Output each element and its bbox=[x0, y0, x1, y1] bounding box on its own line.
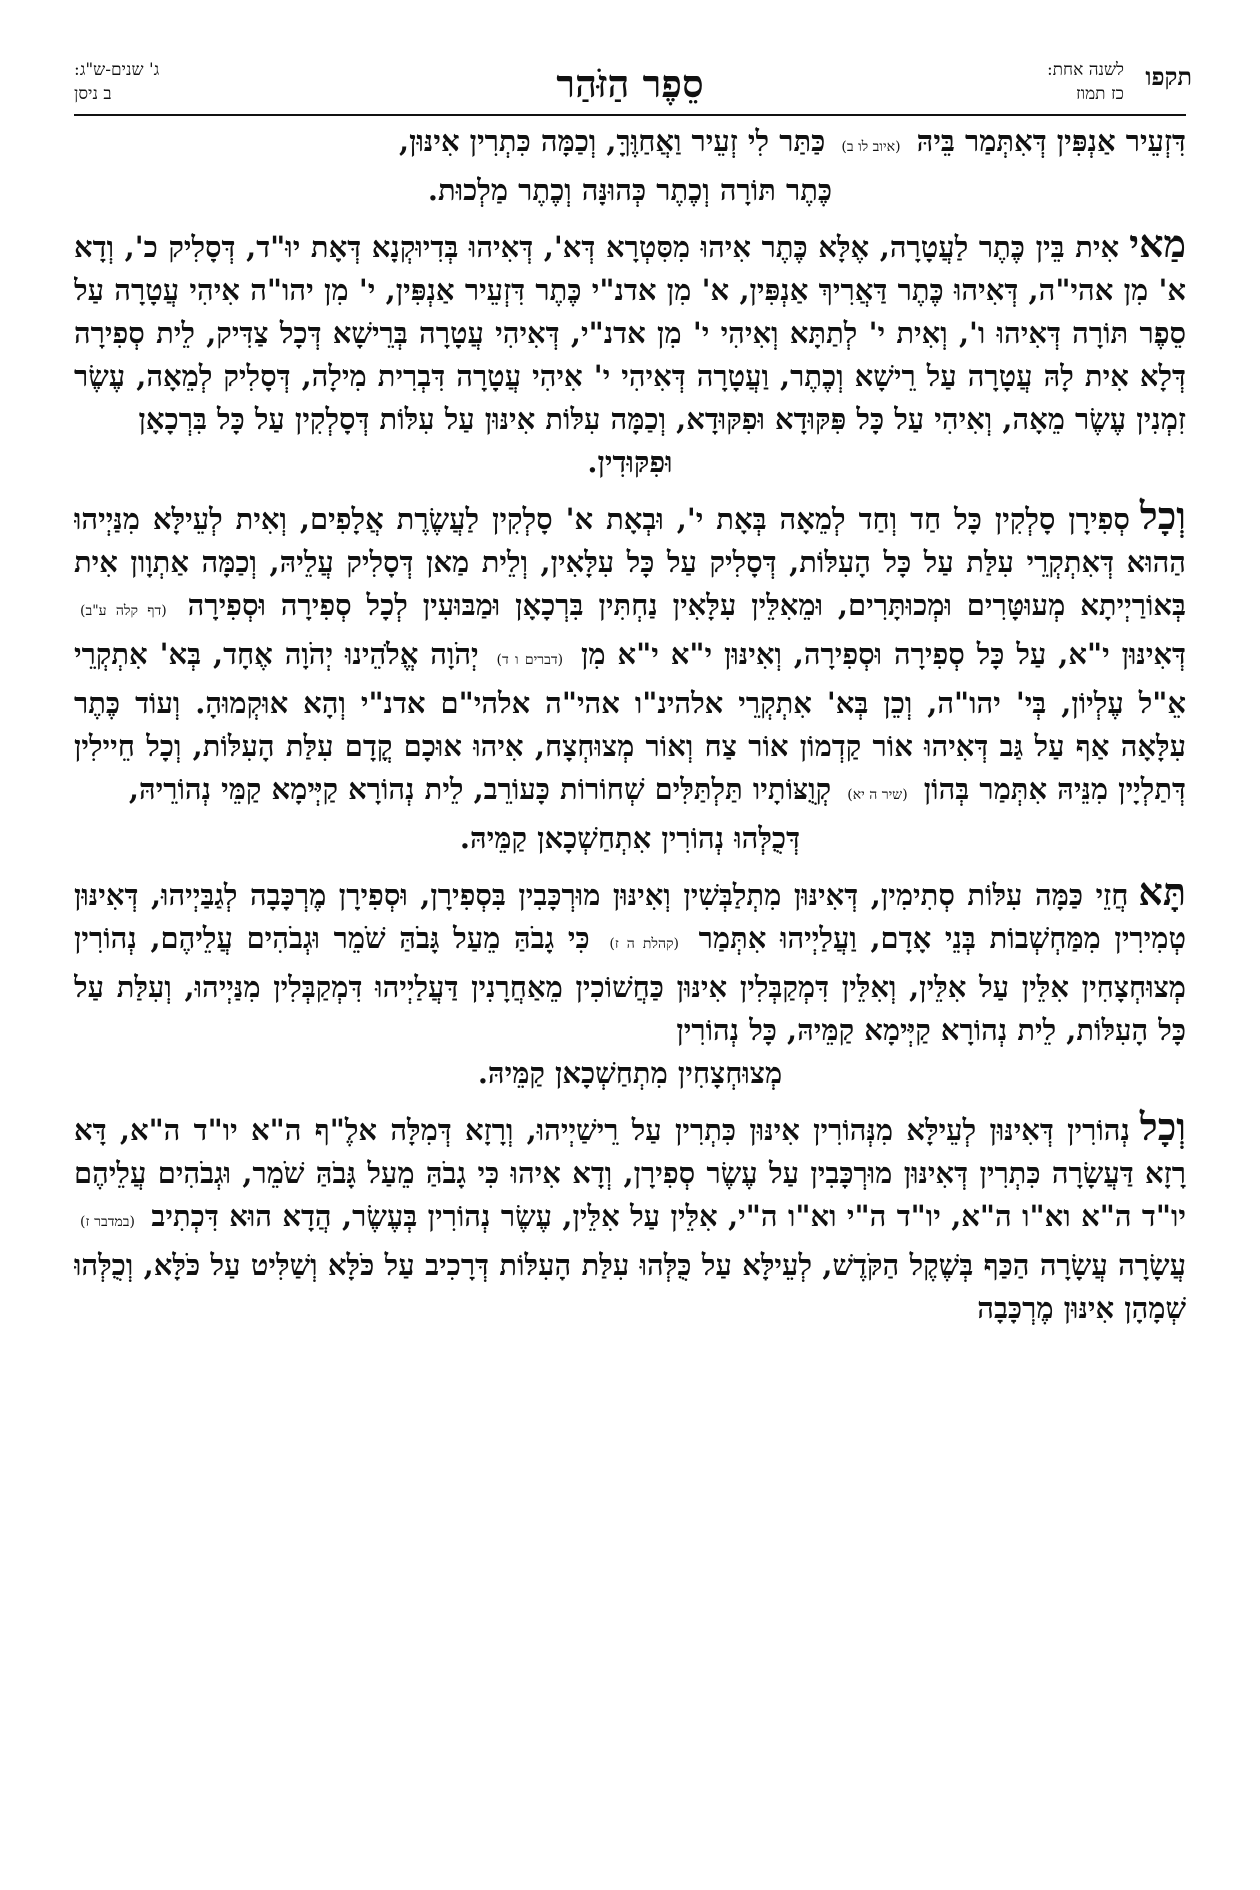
text-run: עֲשָׂרָה עֲשָׂרָה הַכַּף בְּשֶׁקֶל הַקֹּדֶשׁ, לְעֵילָּא עַל כֻּלְּהוּ עִלַּת הָעִלּוֹת דְּרָכִיב עַל כֹּלָּא וְשַׁלִּיט עַל כֹּלָּא, וְכֻלְּהוּ שְׁמָהָן אִינּוּן מֶרְכָּבָה bbox=[74, 1248, 1186, 1325]
text-run: דִּזְעֵיר אַנְפִּין דְּאִתְּמַר בֵּיהּ bbox=[916, 124, 1186, 158]
schedule-date-three-years: ב ניסן bbox=[74, 84, 112, 104]
paragraph-closing-line: דְּכֻלְּהוּ נְהוֹרִין אִתְחַשְׁכָאן קַמֵּיהּ. bbox=[459, 821, 801, 855]
text-body bbox=[74, 120, 1186, 1870]
page-title: סֵפֶר הַזֹּהַר bbox=[556, 61, 704, 106]
page-header bbox=[74, 58, 1192, 114]
paragraph-closing-line: וּפִקּוּדִין. bbox=[587, 445, 673, 479]
text-run: סְפִירָן סָלְקִין כָּל חַד וְחַד לְמֵאָה בְּאָת י', וּבְאָת א' סָלְקִין לַעֲשֶׂרֶת אֲלָפִים, וְאִית לְעֵילָּא מִנַּיְיהוּ הַהוּא דְּאִתְקְרֵי עִלַּת עַל כָּל הָעִלּוֹת, דְּסָלִיק עַל כָּל עִלָּאִין, וְלֵית מַאן דְּסָלִיק עֲלֵיהּ, וְכַמָּה אַתְוָון אִית בְּאוֹרַיְיתָא מְעוּטָּרִים וּמְכוּתָּרִים, וּמֵאִלֵּין עִלָּאִין נַחְתִּין בִּרְכָאָן וּמַבּוּעִין לְכָל סְפִירָה וּסְפִירָה bbox=[74, 502, 1186, 622]
text-run: דְּאִינּוּן י"א, עַל כָּל סְפִירָה וּסְפִירָה, וְאִינּוּן י"א י"א מִן bbox=[581, 637, 1186, 671]
paragraph-closing-line: כֶּתֶר תּוֹרָה וְכֶתֶר כְּהוּנָּה וְכֶתֶר מַלְכוּת. bbox=[427, 173, 833, 207]
paragraph-lead-word: וְכָל bbox=[1139, 493, 1186, 538]
schedule-date-one-year: כז תמוז bbox=[1076, 84, 1124, 104]
source-reference: (במדבר ז) bbox=[80, 1214, 135, 1230]
text-run: יְהֹוָה אֱלֹהֵינוּ יְהֹוָה אֶחָד, בְּא' אִתְקְרֵי אֵ"ל עֶלְיוֹן, בְּי' יהו"ה, וְכֵן בְּא' אִתְקְרֵי אלהינ"ו אהי"ה אלהי"ם אדנ"י וְהָא אוּקְמוּהָ. וְעוֹד כֶּתֶר עִלָּאָה אַף עַל גַּב דְּאִיהוּ אוֹר קַדְמוֹן אוֹר צַח וְאוֹר מְצוּחְצָח, אִיהוּ אוּכָם קֳדָם עִלַּת הָעִלּוֹת, וְכָל חֵיילִין דְּתַלְיָין מִנֵּיהּ אִתְּמַר בְּהוֹן bbox=[74, 637, 1186, 806]
text-run: קְוֻצּוֹתָיו תַּלְתַּלִּים שְׁחוֹרוֹת כָּעוֹרֵב, לֵית נְהוֹרָא קַיְּימָא קַמֵּי נְהוֹרֵיהּ, bbox=[128, 772, 832, 806]
reading-schedule-three-years bbox=[74, 58, 159, 106]
text-run: אִית בֵּין כֶּתֶר לַעֲטָרָה, אֶלָּא כֶּתֶר אִיהוּ מִסִּטְרָא דְּא', דְּאִיהוּ בְּדִיוּקְנָא דְּאָת יוּ"ד, דְּסָלִיק כ', וְדָא א' מִן אהי"ה, דְּאִיהוּ כֶּתֶר דַּאֲרִיךְ אַנְפִּין, א' מִן אדנ"י כֶּתֶר דִּזְעֵיר אַנְפִּין, י' מִן יהו"ה אִיהִי עֲטָרָה עַל סֵפֶר תּוֹרָה דְּאִיהוּ ו', וְאִית י' לְתַתָּא וְאִיהִי י' מִן אדנ"י, דְּאִיהִי עֲטָרָה בְּרֵישָׁא דְּכָל צַדִּיק, לֵית סְפִירָה דְּלָא אִית לָהּ עֲטָרָה עַל רֵישָׁא וְכֶתֶר, וַעֲטָרָה דְּאִיהִי י' אִיהִי עֲטָרָה דִּבְרִית מִילָה, דְּסָלִיק לְמֵאָה, עֶשֶׂר זִמְנִין עֶשֶׂר מֵאָה, וְאִיהִי עַל כָּל פִּקּוּדָא וּפִקּוּדָא, וְכַמָּה עִלּוֹת אִינּוּן עַל עִלּוֹת דְּסָלְקִין עַל כָּל בִּרְכָאָן bbox=[74, 230, 1186, 436]
book-abbreviation: תקפו bbox=[1145, 62, 1192, 91]
text-run: נְהוֹרִין דְּאִינּוּן לְעֵילָּא מִנְּהוֹרִין אִינּוּן כִּתְרִין עַל רֵישַׁיְיהוּ, וְרָזָא דְּמִלָּה אלֶ"ף ה"א יו"ד ה"א, דָּא רָזָא דַּעֲשָׂרָה כִּתְרִין דְּאִינּוּן מוּרְכָּבִין עַל עֶשֶׂר סְפִירָן, וְדָא אִיהוּ כִּי גָבֹהַּ מֵעַל גָּבֹהַּ שֹׁמֵר, וּגְבֹהִים עֲלֵיהֶם יו"ד ה"א וא"ו ה"א, יו"ד ה"י וא"ו ה"י, אִלֵּין עַל אִלֵּין, עֶשֶׂר נְהוֹרִין בְּעֶשֶׂר, הֲדָא הוּא דִּכְתִיב bbox=[74, 1113, 1186, 1233]
header-divider bbox=[74, 114, 1186, 116]
schedule-label-one-year: לשנה אחת: bbox=[1046, 60, 1124, 80]
paragraph bbox=[74, 1105, 1186, 1330]
paragraph-lead-word: וְכָל bbox=[1139, 1104, 1186, 1149]
paragraph bbox=[74, 222, 1186, 484]
paragraph bbox=[74, 120, 1186, 212]
text-run: חֲזֵי כַּמָּה עִלּוֹת סְתִימִין, דְּאִינּוּן מִתְלַבְּשִׁין וְאִינּוּן מוּרְכָּבִין בִּסְפִירָן, וּסְפִירָן מֶרְכָּבָה לְגַבַּיְיהוּ, דְּאִינּוּן טְמִירִין מִמַּחְשְׁבוֹת בְּנֵי אָדָם, וַעֲלַיְיהוּ אִתְּמַר bbox=[74, 878, 1186, 955]
paragraph bbox=[74, 494, 1186, 860]
source-reference: (דף קלה ע"ב) bbox=[80, 603, 167, 619]
source-reference: (דברים ו ד) bbox=[496, 652, 564, 668]
text-run: כִּי גָבֹהַּ מֵעַל גָּבֹהַּ שֹׁמֵר וּגְבֹהִים עֲלֵיהֶם, נְהוֹרִין מְצוּחְצָחִין אִלֵּין עַל אִלֵּין, וְאִלֵּין דִּמְקַבְּלִין אִינּוּן כַּחֲשׁוֹכִין מֵאַחֲרָנִין דַּעֲלַיְיהוּ דִּמְקַבְּלִין מִנַּיְיהוּ, וְעִלַּת עַל כָּל הָעִלּוֹת, לֵית נְהוֹרָא קַיְּימָא קַמֵּיהּ, כָּל נְהוֹרִין bbox=[74, 921, 1186, 1047]
source-reference: (קהלת ה ז) bbox=[609, 936, 679, 952]
source-reference: (איוב לו ב) bbox=[841, 139, 901, 155]
paragraph-lead-word: תָּא bbox=[1138, 869, 1186, 914]
schedule-label-three-years: ג' שנים-ש"ג: bbox=[74, 60, 160, 80]
text-run: כַּתַּר לִי זְעֵיר וַאֲחַוֶּךָּ, וְכַמָּה כִּתְרִין אִינּוּן, bbox=[399, 124, 826, 158]
paragraph bbox=[74, 870, 1186, 1095]
paragraph-lead-word: מַאי bbox=[1129, 221, 1186, 266]
paragraph-closing-line: מְצוּחְצָחִין מִתְחַשְׁכָאן קַמֵּיהּ. bbox=[477, 1056, 783, 1090]
source-reference: (שיר ה יא) bbox=[847, 787, 908, 803]
